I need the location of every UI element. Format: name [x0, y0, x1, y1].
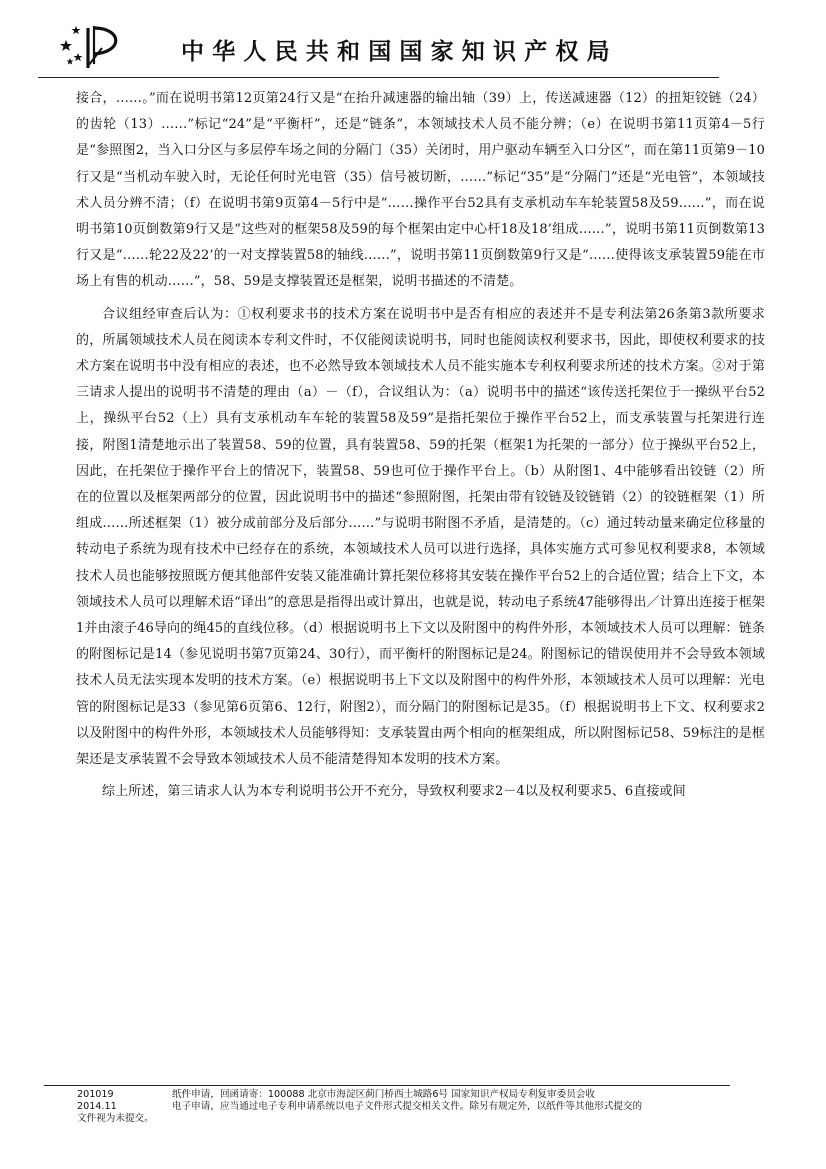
footer-divider [44, 1085, 730, 1086]
cnipa-logo-icon [58, 20, 124, 70]
footer-row [77, 1113, 777, 1125]
page-footer [77, 1089, 777, 1125]
page-header [0, 0, 826, 80]
form-code: 201019 [77, 1089, 114, 1100]
paragraph: 接合，……。”而在说明书第12页第24行又是“在抬升减速器的输出轴（39）上，传送减速器（12）的扭矩铰链（24）的齿轮（13）……”标记“24”是“平衡杆”，还是“链条”，本领域技术人员不能分辨；（e）在说明书第11页第4－5行是“参照图2，当入口分区与多层停车场之间的分隔门（35）关闭时，用户驱动车辆至入口分区”，而在第11页第9－10行又是“当机动车驶入时，无论任何时光电管（35）信号被切断，……”标记“35”是“分隔门”还是“光电管”，本领域技术人员分辨不清；（f）在说明书第9页第4－5行中是“……操作平台52具有支承机动车车轮装置58及59……”，而在说明书第10页倒数第9行又是“这些对的框架58及59的每个框架由定中心杆18及18’组成……”，说明书第11页倒数第13行又是“……轮22及22’的一对支撑装置58的轴线……”，说明书第11页倒数第9行又是“……使得该支承装置59能在市场上有售的机动……”，58、59是支撑装置还是框架，说明书描述的不清楚。 [76, 91, 765, 290]
footer-row [77, 1089, 777, 1101]
paragraph: 综上所述，第三请求人认为本专利说明书公开不充分，导致权利要求2－4以及权利要求5、6直接或间 [102, 784, 686, 800]
electronic-application-note-cont: 文件视为未提交。 [77, 1113, 154, 1124]
document-body [76, 86, 765, 805]
header-divider [38, 77, 719, 78]
paragraph: 合议组经审查后认为：①权利要求书的技术方案在说明书中是否有相应的表述并不是专利法第26条第3款所要求的，所属领域技术人员在阅读本专利文件时，不仅能阅读说明书，同时也能阅读权利要求书，因此，即使权利要求的技术方案在说明书中没有相应的表述，也不必然导致本领域技术人员不能实施本专利权利要求所述的技术方案。②对于第三请求人提出的说明书不清楚的理由（a）－（f），合议组认为：（a）说明书中的描述“该传送托架位于一操纵平台52上，操纵平台52（上）具有支承机动车车轮的装置58及59”是指托架位于操作平台52上，而支承装置与托架进行连接，附图1清楚地示出了装置58、59的位置，具有装置58、59的托架（框架1为托架的一部分）位于操纵平台52上，因此，在托架位于操作平台上的情况下，装置58、59也可位于操作平台上。（b）从附图1、4中能够看出铰链（2）所在的位置以及框架两部分的位置，因此说明书中的描述“参照附图，托架由带有铰链及铰链销（2）的铰链框架（1）所组成……所述框架（1）被分成前部分及后部分……”与说明书附图不矛盾，是清楚的。（c）通过转动量来确定位移量的转动电子系统为现有技术中已经存在的系统，本领域技术人员可以进行选择，具体实施方式可参见权利要求8，本领域技术人员也能够按照既方便其他部件安装又能准确计算托架位移将其安装在操作平台52上的合适位置；结合上下文，本领域技术人员可以理解术语“译出”的意思是指得出或计算出，也就是说，转动电子系统47能够得出／计算出连接于框架1并由滚子46导向的绳45的直线位移。（d）根据说明书上下文以及附图中的构件外形，本领域技术人员可以理解：链条的附图标记是14（参见说明书第7页第24、30行），而平衡杆的附图标记是24。附图标记的错误使用并不会导致本领域技术人员无法实现本发明的技术方案。（e）根据说明书上下文以及附图中的构件外形，本领域技术人员可以理解：光电管的附图标记是33（参见第6页第6、12行，附图2），而分隔门的附图标记是35。（f）根据说明书上下文、权利要求2以及附图中的构件外形，本领域技术人员能够得知：支承装置由两个相向的框架组成，所以附图标记58、59标注的是框架还是支承装置不会导致本领域技术人员不能清楚得知本发明的技术方案。 [76, 306, 765, 768]
form-version: 2014.11 [77, 1101, 117, 1112]
organization-name: 中华人民共和国国家知识产权局 [181, 39, 618, 65]
paper-application-note: 纸件申请，回函请寄：100088 北京市海淀区蓟门桥西土城路6号 国家知识产权局专利复审委员会收 [172, 1089, 595, 1100]
electronic-application-note: 电子申请，应当通过电子专利申请系统以电子文件形式提交相关文件。除另有规定外，以纸件等其他形式提交的 [172, 1101, 643, 1112]
footer-row [77, 1101, 777, 1113]
